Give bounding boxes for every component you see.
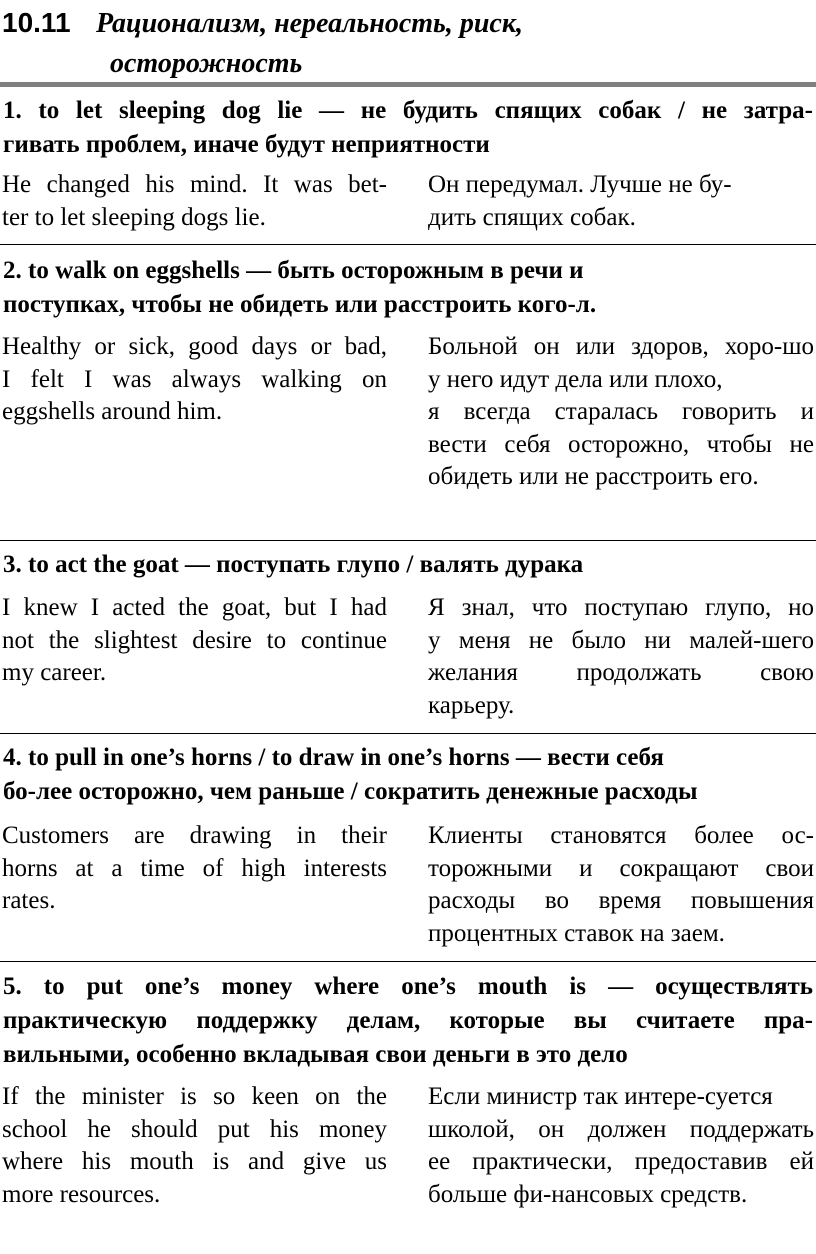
heading-line: практическую поддержку делам, которые вы считаете пра- xyxy=(3,1007,813,1034)
russian-line: Я знал, что поступаю глупо, но xyxy=(428,594,814,621)
title-divider xyxy=(0,82,816,87)
section-title-line-1: Рационализм, нереальность, риск, xyxy=(96,8,524,39)
entry-4-english xyxy=(2,820,387,918)
russian-line: школой, он должен поддержать xyxy=(428,1115,814,1143)
english-line: If the minister is so keen on the xyxy=(2,1083,387,1110)
heading-line: бо-лее осторожно, чем раньше / сократить денежные расходы xyxy=(3,778,698,805)
russian-line: дить спящих собак. xyxy=(428,203,636,231)
english-line: my career. xyxy=(2,659,107,686)
heading-line: 1. to let sleeping dog lie — не будить спящих собак / не затра- xyxy=(3,97,813,124)
heading-line: гивать проблем, иначе будут неприятности xyxy=(3,131,490,158)
russian-line: процентных ставок на заем. xyxy=(428,919,725,947)
section-number: 10.11 xyxy=(2,7,71,38)
heading-line: 4. to pull in one’s horns / to draw in one’s horns — вести себя xyxy=(3,744,664,771)
section-title-line-2: осторожность xyxy=(110,48,303,79)
entry-2-heading xyxy=(3,254,813,322)
english-line: I felt I was always walking on xyxy=(2,365,387,393)
entry-divider xyxy=(0,733,816,734)
russian-line: Он передумал. Лучше не бу- xyxy=(428,171,732,198)
heading-line: поступках, чтобы не обидеть или расстроить кого-л. xyxy=(3,291,597,318)
entry-divider xyxy=(0,961,816,962)
russian-line: ее практически, предоставив ей xyxy=(428,1148,814,1175)
entry-3-russian xyxy=(428,592,814,722)
russian-line: расходы во время повышения xyxy=(428,887,814,914)
heading-line: 3. to act the goat — поступать глупо / валять дурака xyxy=(3,551,584,578)
entry-4-russian xyxy=(428,820,814,950)
entry-2-russian xyxy=(428,331,814,494)
english-line: He changed his mind. It was bet- xyxy=(2,171,387,198)
russian-line: желания продолжать свою xyxy=(428,659,814,686)
english-line: school he should put his money xyxy=(2,1115,387,1143)
entry-5-english xyxy=(2,1081,387,1211)
english-line: not the slightest desire to continue xyxy=(2,626,387,654)
english-line: Customers are drawing in their xyxy=(2,822,387,849)
entry-1-heading xyxy=(3,94,813,162)
russian-line: я всегда старалась говорить и xyxy=(428,398,814,425)
russian-line: Больной он или здоров, хоро-шо xyxy=(428,333,814,360)
heading-line: 5. to put one’s money where one’s mouth is — осуществлять xyxy=(3,973,813,1000)
russian-line: карьеру. xyxy=(428,691,515,719)
section-title xyxy=(0,0,816,84)
russian-line: вести себя осторожно, чтобы не xyxy=(428,430,814,458)
russian-line: торожными и сокращают свои xyxy=(428,854,814,882)
russian-line: у меня не было ни малей-шего xyxy=(428,626,814,654)
entry-5-heading xyxy=(3,970,813,1072)
russian-line: Если министр так интере-суется xyxy=(428,1083,773,1110)
entry-5-russian xyxy=(428,1081,814,1211)
entry-3-heading xyxy=(3,548,813,582)
russian-line: обидеть или не расстроить его. xyxy=(428,463,759,490)
english-line: ter to let sleeping dogs lie. xyxy=(2,203,266,231)
english-line: where his mouth is and give us xyxy=(2,1148,387,1175)
entry-divider xyxy=(0,540,816,541)
entry-4-heading xyxy=(3,741,813,809)
english-line: horns at a time of high interests xyxy=(2,854,387,882)
entry-2-english xyxy=(2,331,387,429)
entry-3-english xyxy=(2,592,387,690)
russian-line: Клиенты становятся более ос- xyxy=(428,822,814,849)
english-line: I knew I acted the goat, but I had xyxy=(2,594,387,621)
entry-divider xyxy=(0,244,816,245)
english-line: eggshells around him. xyxy=(2,398,223,425)
entry-1-english xyxy=(2,169,387,234)
heading-line: 2. to walk on eggshells — быть осторожным в речи и xyxy=(3,257,584,284)
entry-1-russian xyxy=(428,169,814,234)
russian-line: больше фи-нансовых средств. xyxy=(428,1180,748,1208)
heading-line: вильными, особенно вкладывая свои деньги в это дело xyxy=(3,1041,628,1068)
russian-line: у него идут дела или плохо, xyxy=(428,365,723,393)
english-line: rates. xyxy=(2,887,56,914)
english-line: Healthy or sick, good days or bad, xyxy=(2,333,387,360)
english-line: more resources. xyxy=(2,1180,161,1208)
